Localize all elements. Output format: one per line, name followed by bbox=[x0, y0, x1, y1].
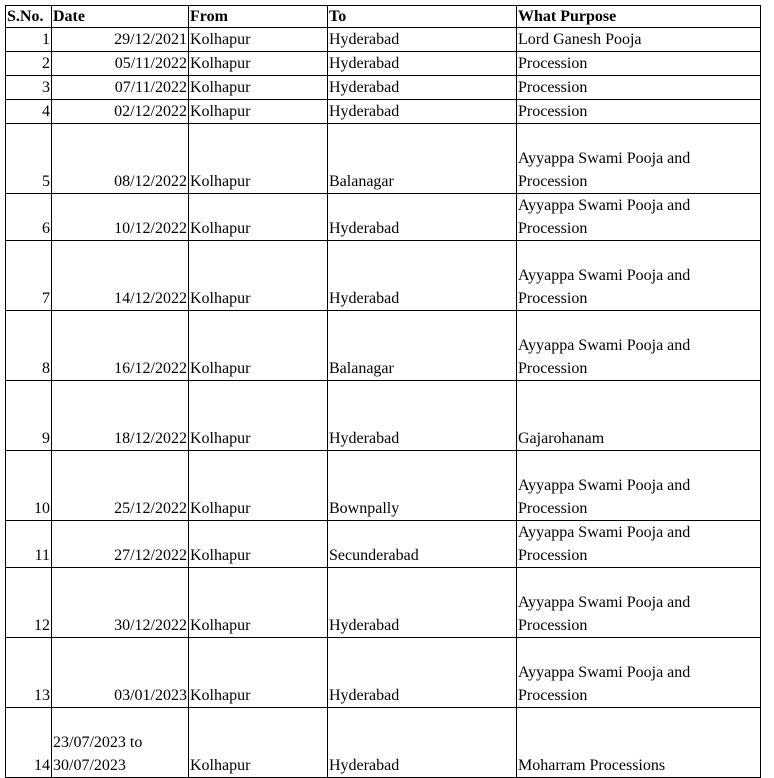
cell-purpose: Ayyappa Swami Pooja and Procession bbox=[517, 451, 761, 521]
cell-sno: 9 bbox=[6, 381, 52, 451]
cell-to: Hyderabad bbox=[328, 241, 517, 311]
cell-sno: 4 bbox=[6, 100, 52, 124]
cell-purpose: Ayyappa Swami Pooja and Procession bbox=[517, 521, 761, 568]
cell-purpose: Procession bbox=[517, 100, 761, 124]
header-sno: S.No. bbox=[6, 6, 52, 28]
table-row bbox=[6, 521, 761, 568]
cell-purpose: Ayyappa Swami Pooja and Procession bbox=[517, 194, 761, 241]
cell-purpose: Ayyappa Swami Pooja and Procession bbox=[517, 311, 761, 381]
cell-sno: 5 bbox=[6, 124, 52, 194]
cell-sno: 3 bbox=[6, 76, 52, 100]
cell-from: Kolhapur bbox=[189, 638, 328, 708]
cell-sno: 11 bbox=[6, 521, 52, 568]
table-row bbox=[6, 381, 761, 451]
cell-to: Hyderabad bbox=[328, 52, 517, 76]
table-row bbox=[6, 451, 761, 521]
cell-to: Hyderabad bbox=[328, 28, 517, 52]
cell-date: 25/12/2022 bbox=[52, 451, 189, 521]
cell-sno: 2 bbox=[6, 52, 52, 76]
cell-to: Balanagar bbox=[328, 124, 517, 194]
cell-date: 05/11/2022 bbox=[52, 52, 189, 76]
cell-to: Hyderabad bbox=[328, 568, 517, 638]
cell-from: Kolhapur bbox=[189, 100, 328, 124]
cell-date: 29/12/2021 bbox=[52, 28, 189, 52]
table-row bbox=[6, 124, 761, 194]
table-row bbox=[6, 311, 761, 381]
cell-purpose: Ayyappa Swami Pooja and Procession bbox=[517, 568, 761, 638]
cell-date: 08/12/2022 bbox=[52, 124, 189, 194]
cell-to: Hyderabad bbox=[328, 381, 517, 451]
cell-purpose: Moharram Processions bbox=[517, 708, 761, 778]
header-purpose: What Purpose bbox=[517, 6, 761, 28]
table-row bbox=[6, 194, 761, 241]
cell-from: Kolhapur bbox=[189, 52, 328, 76]
travel-table bbox=[5, 5, 761, 778]
cell-to: Hyderabad bbox=[328, 100, 517, 124]
cell-date: 23/07/2023 to 30/07/2023 bbox=[52, 708, 189, 778]
cell-to: Hyderabad bbox=[328, 638, 517, 708]
cell-purpose: Ayyappa Swami Pooja and Procession bbox=[517, 241, 761, 311]
header-date: Date bbox=[52, 6, 189, 28]
cell-from: Kolhapur bbox=[189, 381, 328, 451]
cell-sno: 12 bbox=[6, 568, 52, 638]
cell-from: Kolhapur bbox=[189, 708, 328, 778]
cell-to: Hyderabad bbox=[328, 194, 517, 241]
cell-date: 03/01/2023 bbox=[52, 638, 189, 708]
cell-purpose: Gajarohanam bbox=[517, 381, 761, 451]
cell-sno: 10 bbox=[6, 451, 52, 521]
table-row bbox=[6, 638, 761, 708]
cell-from: Kolhapur bbox=[189, 521, 328, 568]
cell-purpose: Lord Ganesh Pooja bbox=[517, 28, 761, 52]
cell-purpose: Ayyappa Swami Pooja and Procession bbox=[517, 124, 761, 194]
cell-date: 10/12/2022 bbox=[52, 194, 189, 241]
table-row bbox=[6, 100, 761, 124]
cell-to: Balanagar bbox=[328, 311, 517, 381]
cell-sno: 13 bbox=[6, 638, 52, 708]
cell-date: 14/12/2022 bbox=[52, 241, 189, 311]
table-row bbox=[6, 52, 761, 76]
cell-from: Kolhapur bbox=[189, 311, 328, 381]
cell-date: 16/12/2022 bbox=[52, 311, 189, 381]
header-row bbox=[6, 6, 761, 28]
cell-sno: 1 bbox=[6, 28, 52, 52]
cell-from: Kolhapur bbox=[189, 241, 328, 311]
cell-to: Secunderabad bbox=[328, 521, 517, 568]
table-row bbox=[6, 28, 761, 52]
cell-date: 30/12/2022 bbox=[52, 568, 189, 638]
cell-purpose: Ayyappa Swami Pooja and Procession bbox=[517, 638, 761, 708]
cell-from: Kolhapur bbox=[189, 451, 328, 521]
cell-date: 07/11/2022 bbox=[52, 76, 189, 100]
cell-date: 27/12/2022 bbox=[52, 521, 189, 568]
cell-purpose: Procession bbox=[517, 52, 761, 76]
table-row bbox=[6, 568, 761, 638]
table-row bbox=[6, 241, 761, 311]
cell-from: Kolhapur bbox=[189, 194, 328, 241]
cell-date: 18/12/2022 bbox=[52, 381, 189, 451]
header-to: To bbox=[328, 6, 517, 28]
table-row bbox=[6, 708, 761, 778]
header-from: From bbox=[189, 6, 328, 28]
cell-from: Kolhapur bbox=[189, 124, 328, 194]
cell-to: Bownpally bbox=[328, 451, 517, 521]
cell-from: Kolhapur bbox=[189, 568, 328, 638]
cell-from: Kolhapur bbox=[189, 76, 328, 100]
cell-to: Hyderabad bbox=[328, 708, 517, 778]
cell-sno: 14 bbox=[6, 708, 52, 778]
cell-date: 02/12/2022 bbox=[52, 100, 189, 124]
cell-sno: 6 bbox=[6, 194, 52, 241]
cell-sno: 8 bbox=[6, 311, 52, 381]
cell-sno: 7 bbox=[6, 241, 52, 311]
cell-from: Kolhapur bbox=[189, 28, 328, 52]
table-row bbox=[6, 76, 761, 100]
cell-to: Hyderabad bbox=[328, 76, 517, 100]
cell-purpose: Procession bbox=[517, 76, 761, 100]
